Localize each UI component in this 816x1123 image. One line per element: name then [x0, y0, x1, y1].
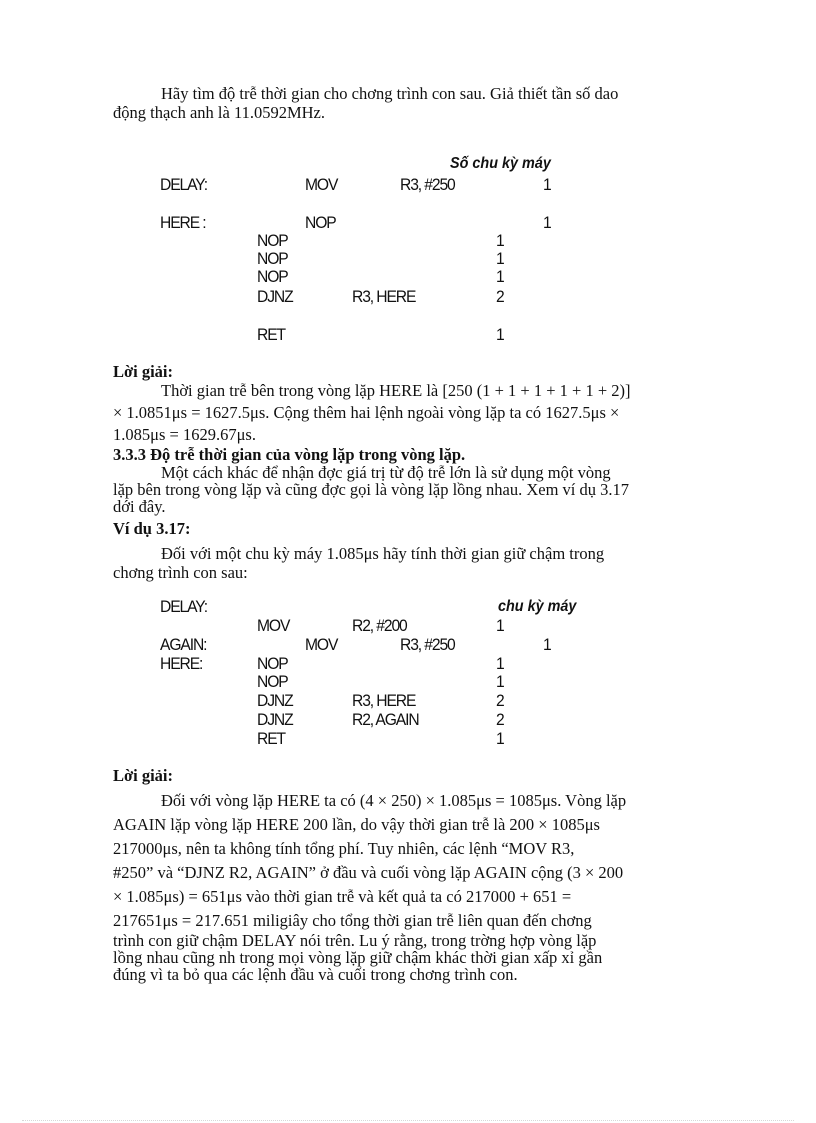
code-cycles: 1 — [543, 635, 551, 654]
solution-heading: Lời giải: — [113, 362, 174, 381]
code-mnemonic: NOP — [305, 213, 336, 232]
solution-line: 1.085μs = 1629.67μs. — [113, 425, 256, 444]
solution-line: 217651μs = 217.651 miligiây cho tổng thời gian trễ liên quan đến chơng — [113, 911, 592, 930]
code-cycles: 1 — [496, 654, 504, 673]
example-line: Đối với một chu kỳ máy 1.085μs hãy tính thời gian giữ chậm trong — [161, 544, 605, 563]
section-line: dới đây. — [113, 497, 166, 516]
section-line: Một cách khác để nhận đợc giá trị từ độ trễ lớn là sử dụng một vòng — [161, 463, 611, 482]
section-line: lặp bên trong vòng lặp và cũng đợc gọi là vòng lặp lồng nhau. Xem ví dụ 3.17 — [113, 480, 630, 499]
code-cycles: 1 — [496, 729, 504, 748]
section-heading: 3.3.3 Độ trễ thời gian của vòng lặp trong vòng lặp. — [113, 445, 466, 464]
intro-line: động thạch anh là 11.0592MHz. — [113, 103, 326, 122]
code-mnemonic: RET — [257, 729, 285, 748]
code-operand: R3, HERE — [352, 691, 416, 710]
solution-paragraph — [113, 791, 703, 982]
code-label: HERE: — [160, 654, 203, 673]
solution-line: 217000μs, nên ta không tính tổng phí. Tuy nhiên, các lệnh “MOV R3, — [113, 839, 575, 858]
solution-line: đúng vì ta bỏ qua các lệnh đầu và cuối trong chơng trình con. — [113, 965, 518, 984]
code-cycles: 2 — [496, 287, 504, 306]
code-mnemonic: NOP — [257, 654, 288, 673]
section-paragraph — [113, 464, 703, 515]
code-mnemonic: RET — [257, 325, 285, 344]
code-mnemonic: DJNZ — [257, 691, 293, 710]
code-operand: R3, #250 — [400, 635, 455, 654]
code-cycles: 1 — [543, 175, 551, 194]
code-cycles: 1 — [496, 616, 504, 635]
code-cycles: 2 — [496, 691, 504, 710]
example-line: chơng trình con sau: — [113, 563, 248, 582]
code-mnemonic: NOP — [257, 249, 288, 268]
intro-line: Hãy tìm độ trễ thời gian cho chơng trình con sau. Giả thiết tần số dao — [161, 84, 619, 103]
solution-line: lồng nhau cũng nh trong mọi vòng lặp giữ chậm khác thời gian xấp xỉ gần — [113, 948, 603, 967]
code-label: DELAY: — [160, 175, 207, 194]
solution-line: AGAIN lặp vòng lặp HERE 200 lần, do vậy thời gian trễ là 200 × 1085μs — [113, 815, 600, 834]
code-label: HERE : — [160, 213, 206, 232]
code-label: DELAY: — [160, 597, 207, 616]
solution-paragraph — [113, 381, 703, 444]
code-mnemonic: NOP — [257, 231, 288, 250]
code-operand: R3, #250 — [400, 175, 455, 194]
code-mnemonic: MOV — [257, 616, 290, 635]
intro-paragraph — [113, 84, 703, 122]
cycles-column-header: chu kỳ máy — [498, 598, 577, 615]
solution-line: trình con giữ chậm DELAY nói trên. Lu ý rằng, trong trờng hợp vòng lặp — [113, 931, 597, 950]
cycles-column-header: Số chu kỳ máy — [450, 155, 551, 172]
code-mnemonic: DJNZ — [257, 287, 293, 306]
code-cycles: 2 — [496, 710, 504, 729]
code-cycles: 1 — [496, 249, 504, 268]
code-operand: R3, HERE — [352, 287, 416, 306]
code-cycles: 1 — [543, 213, 551, 232]
solution-line: × 1.0851μs = 1627.5μs. Cộng thêm hai lệnh ngoài vòng lặp ta có 1627.5μs × — [113, 403, 620, 422]
page-bottom-rule — [22, 1120, 794, 1121]
code-cycles: 1 — [496, 325, 504, 344]
code-operand: R2, AGAIN — [352, 710, 419, 729]
code-operand: R2, #200 — [352, 616, 407, 635]
code-cycles: 1 — [496, 231, 504, 250]
solution-heading: Lời giải: — [113, 766, 174, 785]
example-paragraph — [113, 544, 703, 582]
solution-line: × 1.085μs) = 651μs vào thời gian trễ và kết quả ta có 217000 + 651 = — [113, 887, 572, 906]
code-label: AGAIN: — [160, 635, 207, 654]
example-heading: Ví dụ 3.17: — [113, 519, 191, 538]
code-mnemonic: DJNZ — [257, 710, 293, 729]
solution-line: Thời gian trễ bên trong vòng lặp HERE là [250 (1 + 1 + 1 + 1 + 1 + 2)] — [161, 381, 631, 400]
code-mnemonic: MOV — [305, 635, 338, 654]
code-cycles: 1 — [496, 267, 504, 286]
code-mnemonic: MOV — [305, 175, 338, 194]
solution-line: Đối với vòng lặp HERE ta có (4 × 250) × 1.085μs = 1085μs. Vòng lặp — [161, 791, 627, 810]
code-cycles: 1 — [496, 672, 504, 691]
code-mnemonic: NOP — [257, 672, 288, 691]
solution-line: #250” và “DJNZ R2, AGAIN” ở đầu và cuối vòng lặp AGAIN cộng (3 × 200 — [113, 863, 624, 882]
code-mnemonic: NOP — [257, 267, 288, 286]
